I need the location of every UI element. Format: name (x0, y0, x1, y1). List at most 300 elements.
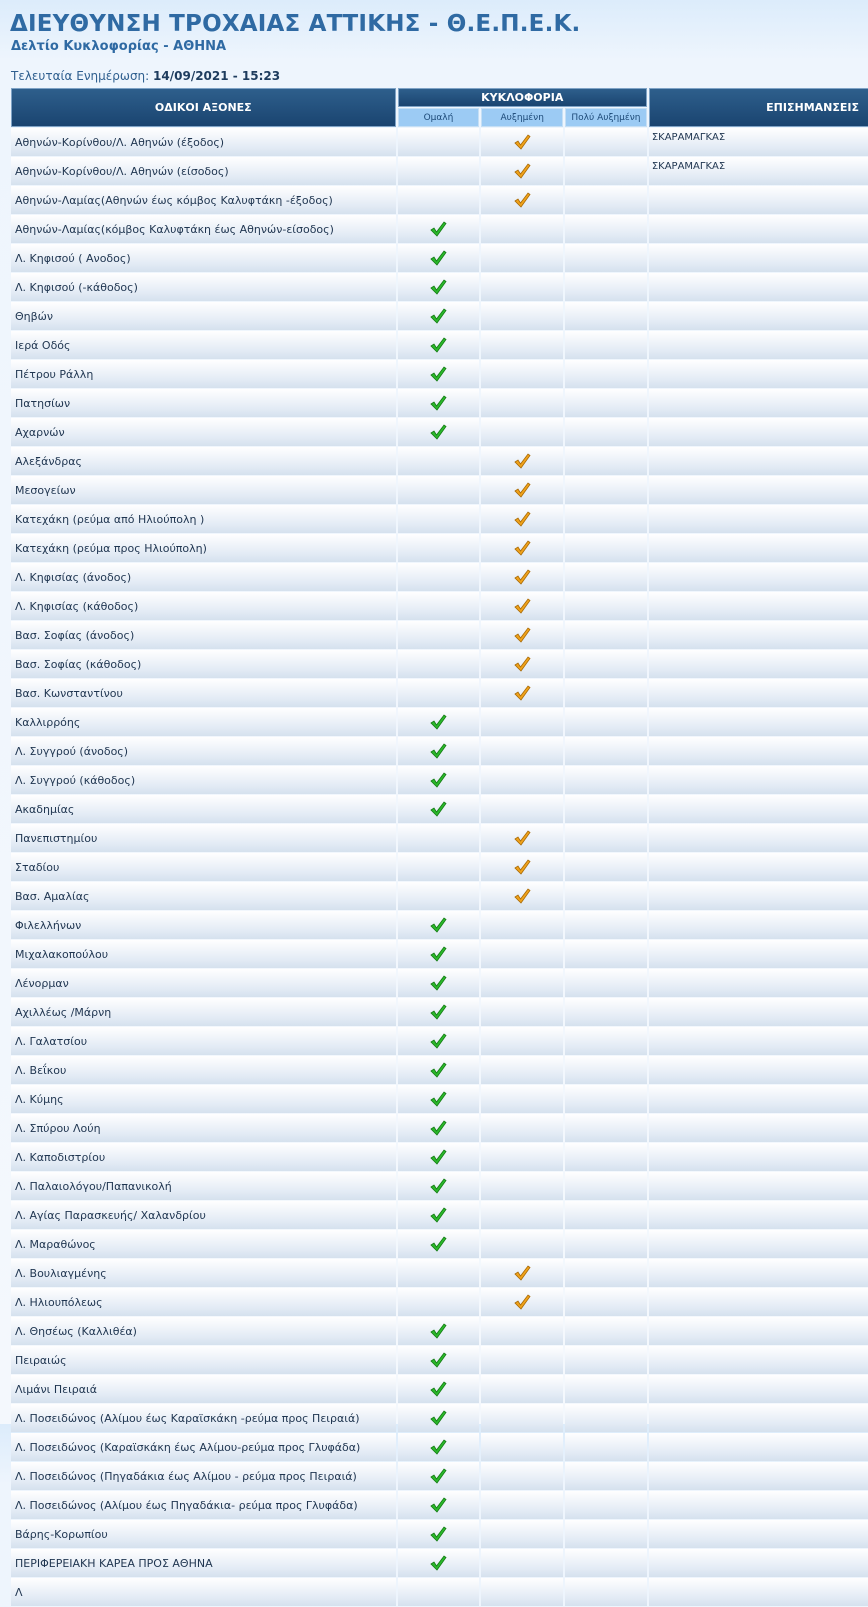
traffic-cell-increased (481, 737, 563, 765)
road-note (649, 563, 868, 591)
table-row (11, 360, 868, 388)
road-name: Λ. Γαλατσίου (11, 1027, 396, 1055)
traffic-cell-very-increased (565, 273, 647, 301)
road-note (649, 360, 868, 388)
traffic-cell-normal (398, 1404, 480, 1432)
road-name: Ακαδημίας (11, 795, 396, 823)
traffic-cell-increased (481, 244, 563, 272)
traffic-cell-very-increased (565, 1027, 647, 1055)
road-note (649, 1549, 868, 1577)
traffic-cell-very-increased (565, 592, 647, 620)
check-green-icon (429, 1177, 447, 1195)
road-note: ΣΚΑΡΑΜΑΓΚΑΣ (649, 128, 868, 156)
traffic-cell-very-increased (565, 1462, 647, 1490)
table-row (11, 592, 868, 620)
traffic-cell-increased (481, 1549, 563, 1577)
table-row (11, 824, 868, 852)
traffic-cell-very-increased (565, 708, 647, 736)
road-note (649, 998, 868, 1026)
traffic-cell-very-increased (565, 1578, 647, 1606)
check-orange-icon (513, 1293, 531, 1311)
road-name: Λ. Κηφισού ( Ανοδος) (11, 244, 396, 272)
traffic-cell-normal (398, 1288, 480, 1316)
check-orange-icon (513, 597, 531, 615)
check-green-icon (429, 249, 447, 267)
table-row (11, 1230, 868, 1258)
road-note (649, 1114, 868, 1142)
road-name: Λ. Κηφισίας (άνοδος) (11, 563, 396, 591)
traffic-cell-very-increased (565, 795, 647, 823)
traffic-cell-increased (481, 1491, 563, 1519)
traffic-cell-very-increased (565, 998, 647, 1026)
road-note (649, 476, 868, 504)
road-note (649, 1172, 868, 1200)
traffic-cell-normal (398, 1230, 480, 1258)
check-green-icon (429, 1322, 447, 1340)
traffic-cell-increased (481, 1404, 563, 1432)
traffic-cell-normal (398, 940, 480, 968)
road-name: Λένορμαν (11, 969, 396, 997)
traffic-cell-very-increased (565, 824, 647, 852)
traffic-cell-normal (398, 1172, 480, 1200)
traffic-cell-very-increased (565, 969, 647, 997)
traffic-cell-increased (481, 708, 563, 736)
traffic-table-container (11, 87, 868, 1607)
last-update-label: Τελευταία Ενημέρωση: (11, 69, 150, 83)
road-note (649, 1230, 868, 1258)
traffic-cell-normal (398, 1259, 480, 1287)
road-note (649, 186, 868, 214)
traffic-cell-very-increased (565, 911, 647, 939)
last-update (11, 69, 280, 83)
traffic-cell-normal (398, 157, 480, 185)
road-note (649, 1433, 868, 1461)
check-green-icon (429, 1061, 447, 1079)
road-name: Ιερά Οδός (11, 331, 396, 359)
road-note (649, 853, 868, 881)
table-row (11, 1317, 868, 1345)
road-name: Κατεχάκη (ρεύμα από Ηλιούπολη ) (11, 505, 396, 533)
road-name: Πέτρου Ράλλη (11, 360, 396, 388)
last-update-value: 14/09/2021 - 15:23 (153, 69, 281, 83)
check-orange-icon (513, 626, 531, 644)
traffic-cell-increased (481, 911, 563, 939)
table-row (11, 215, 868, 243)
table-row (11, 853, 868, 881)
table-row (11, 534, 868, 562)
check-green-icon (429, 1003, 447, 1021)
check-orange-icon (513, 684, 531, 702)
traffic-cell-normal (398, 360, 480, 388)
road-name: Λιμάνι Πειραιά (11, 1375, 396, 1403)
table-row (11, 128, 868, 156)
road-note (649, 911, 868, 939)
road-name: Λ. Κηφισού (-κάθοδος) (11, 273, 396, 301)
traffic-cell-very-increased (565, 1288, 647, 1316)
table-row (11, 447, 868, 475)
check-green-icon (429, 1554, 447, 1572)
road-name: Αχιλλέως /Μάρνη (11, 998, 396, 1026)
table-row (11, 679, 868, 707)
traffic-cell-increased (481, 679, 563, 707)
road-name: Λ. Συγγρού (κάθοδος) (11, 766, 396, 794)
traffic-cell-increased (481, 273, 563, 301)
road-name: Λ. Βεΐκου (11, 1056, 396, 1084)
traffic-cell-very-increased (565, 215, 647, 243)
road-name: Μεσογείων (11, 476, 396, 504)
check-green-icon (429, 1090, 447, 1108)
traffic-cell-very-increased (565, 621, 647, 649)
table-row (11, 940, 868, 968)
traffic-cell-very-increased (565, 1085, 647, 1113)
check-green-icon (429, 336, 447, 354)
check-orange-icon (513, 887, 531, 905)
road-note (649, 1491, 868, 1519)
traffic-cell-normal (398, 1027, 480, 1055)
traffic-cell-normal (398, 244, 480, 272)
road-name: Λ. Καποδιστρίου (11, 1143, 396, 1171)
traffic-cell-normal (398, 679, 480, 707)
road-name: Αθηνών-Κορίνθου/Λ. Αθηνών (έξοδος) (11, 128, 396, 156)
road-name: Λ. Βουλιαγμένης (11, 1259, 396, 1287)
traffic-cell-normal (398, 1317, 480, 1345)
table-row (11, 1143, 868, 1171)
traffic-cell-very-increased (565, 476, 647, 504)
col-header-increased: Αυξημένη (481, 108, 563, 127)
traffic-cell-normal (398, 592, 480, 620)
traffic-cell-very-increased (565, 853, 647, 881)
road-name: Λ (11, 1578, 396, 1606)
road-name: Πατησίων (11, 389, 396, 417)
traffic-cell-increased (481, 882, 563, 910)
check-green-icon (429, 1438, 447, 1456)
road-name: Λ. Ποσειδώνος (Καραϊσκάκη έως Αλίμου-ρεύμα προς Γλυφάδα) (11, 1433, 396, 1461)
traffic-cell-increased (481, 389, 563, 417)
traffic-cell-very-increased (565, 1172, 647, 1200)
road-note (649, 1027, 868, 1055)
table-row (11, 1056, 868, 1084)
check-green-icon (429, 365, 447, 383)
road-name: Λ. Ποσειδώνος (Αλίμου έως Πηγαδάκια- ρεύμα προς Γλυφάδα) (11, 1491, 396, 1519)
road-note (649, 1085, 868, 1113)
check-green-icon (429, 916, 447, 934)
check-orange-icon (513, 539, 531, 557)
road-name: Αθηνών-Λαμίας(κόμβος Καλυφτάκη έως Αθηνών-είσοδος) (11, 215, 396, 243)
traffic-cell-very-increased (565, 418, 647, 446)
table-row (11, 1462, 868, 1490)
road-note (649, 969, 868, 997)
table-row (11, 1288, 868, 1316)
road-name: Καλλιρρόης (11, 708, 396, 736)
table-row (11, 476, 868, 504)
table-row (11, 1491, 868, 1519)
road-note (649, 273, 868, 301)
traffic-cell-normal (398, 853, 480, 881)
check-orange-icon (513, 1264, 531, 1282)
road-note (649, 795, 868, 823)
check-green-icon (429, 800, 447, 818)
traffic-cell-increased (481, 534, 563, 562)
road-note (649, 824, 868, 852)
traffic-cell-increased (481, 418, 563, 446)
table-row (11, 1201, 868, 1229)
check-green-icon (429, 394, 447, 412)
traffic-cell-increased (481, 853, 563, 881)
road-note: ΣΚΑΡΑΜΑΓΚΑΣ (649, 157, 868, 185)
traffic-cell-increased (481, 360, 563, 388)
traffic-cell-increased (481, 969, 563, 997)
road-name: Λ. Μαραθώνος (11, 1230, 396, 1258)
road-name: Αθηνών-Λαμίας(Αθηνών έως κόμβος Καλυφτάκη -έξοδος) (11, 186, 396, 214)
check-orange-icon (513, 452, 531, 470)
traffic-cell-increased (481, 650, 563, 678)
traffic-cell-very-increased (565, 128, 647, 156)
traffic-cell-increased (481, 795, 563, 823)
road-name: Λ. Παλαιολόγου/Παπανικολή (11, 1172, 396, 1200)
check-green-icon (429, 423, 447, 441)
col-header-normal: Ομαλή (398, 108, 480, 127)
road-note (649, 534, 868, 562)
traffic-cell-increased (481, 157, 563, 185)
traffic-cell-very-increased (565, 389, 647, 417)
traffic-cell-normal (398, 331, 480, 359)
traffic-cell-normal (398, 1114, 480, 1142)
check-green-icon (429, 1351, 447, 1369)
traffic-cell-increased (481, 1230, 563, 1258)
traffic-cell-normal (398, 621, 480, 649)
traffic-cell-normal (398, 911, 480, 939)
check-orange-icon (513, 510, 531, 528)
table-row (11, 708, 868, 736)
check-orange-icon (513, 858, 531, 876)
check-green-icon (429, 1206, 447, 1224)
traffic-cell-increased (481, 563, 563, 591)
road-name: Λ. Συγγρού (άνοδος) (11, 737, 396, 765)
col-header-traffic: ΚΥΚΛΟΦΟΡΙΑ (398, 88, 647, 107)
traffic-cell-increased (481, 766, 563, 794)
traffic-cell-normal (398, 650, 480, 678)
traffic-cell-normal (398, 998, 480, 1026)
road-note (649, 1404, 868, 1432)
traffic-cell-normal (398, 505, 480, 533)
check-orange-icon (513, 191, 531, 209)
traffic-cell-normal (398, 1056, 480, 1084)
road-note (649, 882, 868, 910)
table-row (11, 1520, 868, 1548)
road-name: ΠΕΡΙΦΕΡΕΙΑΚΗ ΚΑΡΕΑ ΠΡΟΣ ΑΘΗΝΑ (11, 1549, 396, 1577)
table-row (11, 244, 868, 272)
road-name: Σταδίου (11, 853, 396, 881)
table-row (11, 1172, 868, 1200)
traffic-cell-increased (481, 1288, 563, 1316)
check-green-icon (429, 1119, 447, 1137)
traffic-cell-very-increased (565, 882, 647, 910)
check-orange-icon (513, 829, 531, 847)
page-subtitle: Δελτίο Κυκλοφορίας - ΑΘΗΝΑ (11, 39, 227, 54)
traffic-cell-increased (481, 592, 563, 620)
table-row (11, 1578, 868, 1606)
traffic-cell-very-increased (565, 650, 647, 678)
traffic-cell-very-increased (565, 244, 647, 272)
traffic-cell-very-increased (565, 1259, 647, 1287)
table-row (11, 1085, 868, 1113)
road-note (649, 1578, 868, 1606)
table-row (11, 969, 868, 997)
traffic-cell-very-increased (565, 1346, 647, 1374)
traffic-cell-increased (481, 1259, 563, 1287)
traffic-cell-increased (481, 1433, 563, 1461)
traffic-cell-very-increased (565, 186, 647, 214)
traffic-cell-very-increased (565, 1317, 647, 1345)
traffic-cell-very-increased (565, 505, 647, 533)
traffic-cell-increased (481, 128, 563, 156)
traffic-cell-increased (481, 940, 563, 968)
traffic-cell-normal (398, 1520, 480, 1548)
traffic-cell-increased (481, 1172, 563, 1200)
table-row (11, 505, 868, 533)
traffic-cell-increased (481, 998, 563, 1026)
traffic-cell-very-increased (565, 157, 647, 185)
traffic-cell-very-increased (565, 1520, 647, 1548)
road-note (649, 302, 868, 330)
traffic-cell-normal (398, 534, 480, 562)
road-note (649, 766, 868, 794)
road-name: Μιχαλακοπούλου (11, 940, 396, 968)
traffic-cell-normal (398, 128, 480, 156)
table-row (11, 650, 868, 678)
road-name: Λ. Κύμης (11, 1085, 396, 1113)
road-note (649, 1520, 868, 1548)
check-green-icon (429, 1525, 447, 1543)
road-name: Βασ. Σοφίας (κάθοδος) (11, 650, 396, 678)
road-note (649, 215, 868, 243)
table-row (11, 331, 868, 359)
traffic-cell-increased (481, 1520, 563, 1548)
traffic-cell-normal (398, 1346, 480, 1374)
traffic-cell-increased (481, 1085, 563, 1113)
table-row (11, 737, 868, 765)
check-green-icon (429, 1032, 447, 1050)
check-green-icon (429, 974, 447, 992)
traffic-cell-increased (481, 621, 563, 649)
traffic-cell-increased (481, 476, 563, 504)
road-name: Βασ. Αμαλίας (11, 882, 396, 910)
page-title: ΔΙΕΥΘΥΝΣΗ ΤΡΟΧΑΙΑΣ ΑΤΤΙΚΗΣ - Θ.Ε.Π.Ε.Κ. (10, 11, 581, 37)
table-row (11, 1114, 868, 1142)
road-note (649, 331, 868, 359)
traffic-cell-normal (398, 766, 480, 794)
road-note (649, 621, 868, 649)
traffic-cell-very-increased (565, 737, 647, 765)
road-note (649, 1346, 868, 1374)
traffic-cell-very-increased (565, 940, 647, 968)
traffic-cell-increased (481, 302, 563, 330)
traffic-cell-normal (398, 1433, 480, 1461)
traffic-cell-very-increased (565, 1404, 647, 1432)
traffic-cell-normal (398, 1491, 480, 1519)
check-green-icon (429, 1496, 447, 1514)
road-note (649, 592, 868, 620)
traffic-cell-very-increased (565, 302, 647, 330)
traffic-cell-increased (481, 1027, 563, 1055)
check-green-icon (429, 771, 447, 789)
table-row (11, 157, 868, 185)
road-name: Λ. Θησέως (Καλλιθέα) (11, 1317, 396, 1345)
road-note (649, 1317, 868, 1345)
traffic-cell-increased (481, 1375, 563, 1403)
road-name: Θηβών (11, 302, 396, 330)
road-name: Πανεπιστημίου (11, 824, 396, 852)
road-name: Βασ. Κωνσταντίνου (11, 679, 396, 707)
traffic-cell-normal (398, 737, 480, 765)
road-note (649, 389, 868, 417)
road-name: Πειραιώς (11, 1346, 396, 1374)
traffic-cell-normal (398, 273, 480, 301)
check-orange-icon (513, 568, 531, 586)
check-green-icon (429, 1148, 447, 1166)
road-note (649, 1201, 868, 1229)
traffic-cell-very-increased (565, 1491, 647, 1519)
road-name: Λ. Ποσειδώνος (Αλίμου έως Καραϊσκάκη -ρεύμα προς Πειραιά) (11, 1404, 396, 1432)
traffic-cell-increased (481, 186, 563, 214)
table-row (11, 1549, 868, 1577)
road-name: Βασ. Σοφίας (άνοδος) (11, 621, 396, 649)
traffic-cell-very-increased (565, 447, 647, 475)
table-row (11, 389, 868, 417)
traffic-cell-very-increased (565, 1143, 647, 1171)
road-name: Λ. Σπύρου Λούη (11, 1114, 396, 1142)
check-green-icon (429, 307, 447, 325)
table-row (11, 621, 868, 649)
table-row (11, 1375, 868, 1403)
road-name: Λ. Ηλιουπόλεως (11, 1288, 396, 1316)
traffic-cell-increased (481, 1578, 563, 1606)
check-green-icon (429, 713, 447, 731)
road-note (649, 418, 868, 446)
traffic-cell-normal (398, 795, 480, 823)
traffic-cell-very-increased (565, 1375, 647, 1403)
traffic-cell-normal (398, 215, 480, 243)
traffic-cell-normal (398, 418, 480, 446)
table-row (11, 1433, 868, 1461)
road-note (649, 1462, 868, 1490)
traffic-cell-increased (481, 505, 563, 533)
road-note (649, 650, 868, 678)
traffic-cell-increased (481, 447, 563, 475)
road-note (649, 1143, 868, 1171)
traffic-cell-increased (481, 1346, 563, 1374)
traffic-cell-normal (398, 476, 480, 504)
traffic-cell-increased (481, 331, 563, 359)
road-name: Βάρης-Κορωπίου (11, 1520, 396, 1548)
road-note (649, 1375, 868, 1403)
check-orange-icon (513, 481, 531, 499)
check-green-icon (429, 945, 447, 963)
traffic-cell-normal (398, 1085, 480, 1113)
road-name: Αθηνών-Κορίνθου/Λ. Αθηνών (είσοδος) (11, 157, 396, 185)
road-name: Φιλελλήνων (11, 911, 396, 939)
traffic-cell-increased (481, 1201, 563, 1229)
traffic-cell-normal (398, 186, 480, 214)
table-row (11, 302, 868, 330)
traffic-cell-normal (398, 1462, 480, 1490)
traffic-cell-normal (398, 1549, 480, 1577)
road-name: Λ. Ποσειδώνος (Πηγαδάκια έως Αλίμου - ρεύμα προς Πειραιά) (11, 1462, 396, 1490)
road-note (649, 737, 868, 765)
road-name: Λ. Αγίας Παρασκευής/ Χαλανδρίου (11, 1201, 396, 1229)
traffic-cell-very-increased (565, 534, 647, 562)
road-name: Αχαρνών (11, 418, 396, 446)
